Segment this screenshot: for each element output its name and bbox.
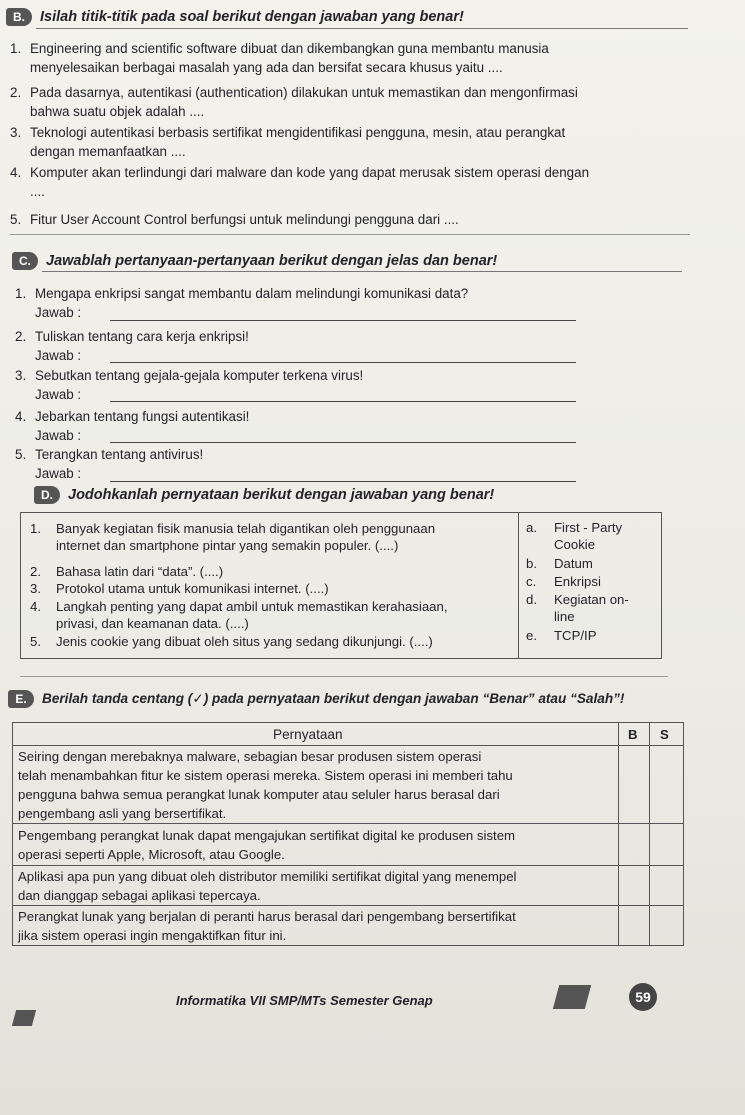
option-text: line xyxy=(554,609,575,624)
checkbox-s-row-2[interactable] xyxy=(650,824,682,865)
answer-line-2[interactable] xyxy=(110,362,576,363)
item-text: Teknologi autentikasi berbasis sertifikat mengidentifikasi pengguna, mesin, atau perangkat xyxy=(30,125,566,140)
item-number: 1. xyxy=(10,41,22,56)
item-number: 2. xyxy=(30,564,41,579)
answer-label: Jawab : xyxy=(35,387,82,402)
item-text: Komputer akan terlindungi dari malware dan kode yang dapat merusak sistem operasi dengan xyxy=(30,165,590,180)
checkbox-b-row-4[interactable] xyxy=(619,906,649,944)
item-text: Fitur User Account Control berfungsi untuk melindungi pengguna dari .... xyxy=(30,212,459,227)
question-text: Sebutkan tentang gejala-gejala komputer terkena virus! xyxy=(35,368,364,383)
option-a xyxy=(526,520,623,552)
statement-3 xyxy=(18,867,516,905)
option-letter: b. xyxy=(526,556,537,571)
answer-line-5[interactable] xyxy=(110,481,576,482)
section-c-item-5 xyxy=(15,446,675,486)
item-number: 4. xyxy=(15,409,27,424)
option-text: TCP/IP xyxy=(554,628,597,643)
table-row-divider xyxy=(13,865,683,866)
section-b-title: Isilah titik-titik pada soal berikut dengan jawaban yang benar! xyxy=(40,9,464,25)
statement-1 xyxy=(18,747,513,823)
checkbox-b-row-1[interactable] xyxy=(619,746,649,823)
checkbox-b-row-3[interactable] xyxy=(619,866,649,905)
item-number: 4. xyxy=(30,599,41,614)
footer-stripe-right xyxy=(553,985,591,1009)
answer-label: Jawab : xyxy=(35,428,82,443)
page-number: 59 xyxy=(629,983,657,1011)
checkbox-s-row-1[interactable] xyxy=(650,746,682,823)
section-d-heading xyxy=(34,486,494,504)
answer-line-1[interactable] xyxy=(110,320,576,321)
item-number: 3. xyxy=(10,125,22,140)
option-letter: c. xyxy=(526,574,537,589)
option-text: Kegiatan on- xyxy=(554,592,629,607)
option-text: Datum xyxy=(554,556,593,571)
option-d xyxy=(526,592,629,624)
item-text: Engineering and scientific software dibuat dan dikembangkan guna membantu manusia xyxy=(30,41,549,56)
section-b-item-2 xyxy=(10,84,710,124)
section-b-item-3 xyxy=(10,124,710,164)
section-c-badge: C. xyxy=(12,252,38,270)
matching-item-4 xyxy=(30,599,448,631)
matching-item-3 xyxy=(30,581,329,597)
section-b-rule xyxy=(36,28,688,29)
item-text: privasi, dan keamanan data. (....) xyxy=(56,616,249,631)
section-b-heading xyxy=(6,8,464,26)
option-letter: d. xyxy=(526,592,537,607)
item-text: Protokol utama untuk komunikasi internet. (....) xyxy=(56,581,329,596)
statement-line: jika sistem operasi ingin mengaktifkan fitur ini. xyxy=(18,928,287,943)
question-text: Jebarkan tentang fungsi autentikasi! xyxy=(35,409,250,424)
section-e-heading xyxy=(8,690,624,708)
header-statement: Pernyataan xyxy=(273,727,343,742)
answer-label: Jawab : xyxy=(35,348,82,363)
option-text: Enkripsi xyxy=(554,574,601,589)
item-text: Langkah penting yang dapat ambil untuk memastikan kerahasiaan, xyxy=(56,599,448,614)
statement-line: Pengembang perangkat lunak dapat mengajukan sertifikat digital ke produsen sistem xyxy=(18,828,516,843)
item-text: Pada dasarnya, autentikasi (authentication) dilakukan untuk memastikan dan mengonfirmasi xyxy=(30,85,578,100)
option-c xyxy=(526,574,601,590)
section-e-title: Berilah tanda centang (✓) pada pernyataan berikut dengan jawaban “Benar” atau “Salah”! xyxy=(42,691,625,706)
option-text: Cookie xyxy=(554,537,596,552)
section-b-item-4 xyxy=(10,164,710,204)
item-text: dengan memanfaatkan .... xyxy=(30,144,186,159)
table-row-divider xyxy=(13,905,683,906)
footer-stripe-left xyxy=(12,1010,36,1026)
item-text: internet dan smartphone pintar yang semakin populer. (....) xyxy=(56,538,399,553)
item-number: 2. xyxy=(10,85,22,100)
item-number: 3. xyxy=(15,368,27,383)
header-salah: S xyxy=(660,727,669,742)
item-text: .... xyxy=(30,184,45,199)
book-title: Informatika VII SMP/MTs Semester Genap xyxy=(176,993,433,1008)
statement-line: pengguna bahwa semua perangkat lunak komputer atau seluler harus berasal dari xyxy=(18,787,500,802)
section-divider xyxy=(10,234,690,235)
section-c-rule xyxy=(42,271,682,272)
matching-item-2 xyxy=(30,564,224,580)
option-text: First - Party xyxy=(554,520,623,535)
statement-2 xyxy=(18,826,515,864)
answer-label: Jawab : xyxy=(35,466,82,481)
section-c-heading xyxy=(12,252,497,270)
matching-item-5 xyxy=(30,634,433,650)
answer-label: Jawab : xyxy=(35,305,82,320)
matching-item-1 xyxy=(30,521,436,553)
question-text: Tuliskan tentang cara kerja enkripsi! xyxy=(35,329,249,344)
table-row-divider xyxy=(13,745,683,746)
item-text: Bahasa latin dari “data”. (....) xyxy=(56,564,224,579)
section-d-badge: D. xyxy=(34,486,60,504)
statement-line: Aplikasi apa pun yang dibuat oleh distributor memiliki sertifikat digital yang menempel xyxy=(18,869,517,884)
item-number: 1. xyxy=(30,521,41,536)
section-b-item-5 xyxy=(10,211,710,231)
header-benar: B xyxy=(628,727,638,742)
item-number: 5. xyxy=(30,634,41,649)
section-b-item-1 xyxy=(10,40,710,80)
statement-4 xyxy=(18,907,516,945)
section-e-badge: E. xyxy=(8,690,34,708)
statement-line: dan dianggap sebagai aplikasi tepercaya. xyxy=(18,888,261,903)
item-text: menyelesaikan berbagai masalah yang ada dan bersifat secara khusus yaitu .... xyxy=(30,60,503,75)
option-letter: a. xyxy=(526,520,537,535)
item-text: Banyak kegiatan fisik manusia telah digantikan oleh penggunaan xyxy=(56,521,436,536)
statement-line: Perangkat lunak yang berjalan di peranti harus berasal dari pengembang bersertifikat xyxy=(18,909,516,924)
item-number: 5. xyxy=(10,212,22,227)
item-number: 5. xyxy=(15,447,27,462)
statement-line: operasi seperti Apple, Microsoft, atau Google. xyxy=(18,847,285,862)
answer-line-3[interactable] xyxy=(110,401,576,402)
true-false-table xyxy=(12,722,684,946)
question-text: Terangkan tentang antivirus! xyxy=(35,447,204,462)
item-text: Jenis cookie yang dibuat oleh situs yang sedang dikunjungi. (....) xyxy=(56,634,433,649)
section-c-title: Jawablah pertanyaan-pertanyaan berikut dengan jelas dan benar! xyxy=(46,253,498,269)
section-c-item-1 xyxy=(15,285,675,325)
statement-line: Seiring dengan merebaknya malware, sebagian besar produsen sistem operasi xyxy=(18,749,482,764)
item-text: bahwa suatu objek adalah .... xyxy=(30,104,205,119)
statement-line: telah menambahkan fitur ke sistem operasi mereka. Sistem operasi ini memberi tahu xyxy=(18,768,513,783)
matching-divider xyxy=(518,513,519,658)
section-d-title: Jodohkanlah pernyataan berikut dengan jawaban yang benar! xyxy=(68,487,495,503)
item-number: 3. xyxy=(30,581,41,596)
option-b xyxy=(526,556,593,572)
table-row-divider xyxy=(13,823,683,824)
answer-line-4[interactable] xyxy=(110,442,576,443)
section-b-badge: B. xyxy=(6,8,32,26)
checkbox-b-row-2[interactable] xyxy=(619,824,649,865)
question-text: Mengapa enkripsi sangat membantu dalam melindungi komunikasi data? xyxy=(35,286,469,301)
item-number: 4. xyxy=(10,165,22,180)
item-number: 2. xyxy=(15,329,27,344)
statement-line: pengembang asli yang bersertifikat. xyxy=(18,806,227,821)
item-number: 1. xyxy=(15,286,27,301)
checkbox-s-row-3[interactable] xyxy=(650,866,682,905)
option-e xyxy=(526,628,597,644)
checkbox-s-row-4[interactable] xyxy=(650,906,682,944)
option-letter: e. xyxy=(526,628,537,643)
section-divider xyxy=(20,676,668,677)
